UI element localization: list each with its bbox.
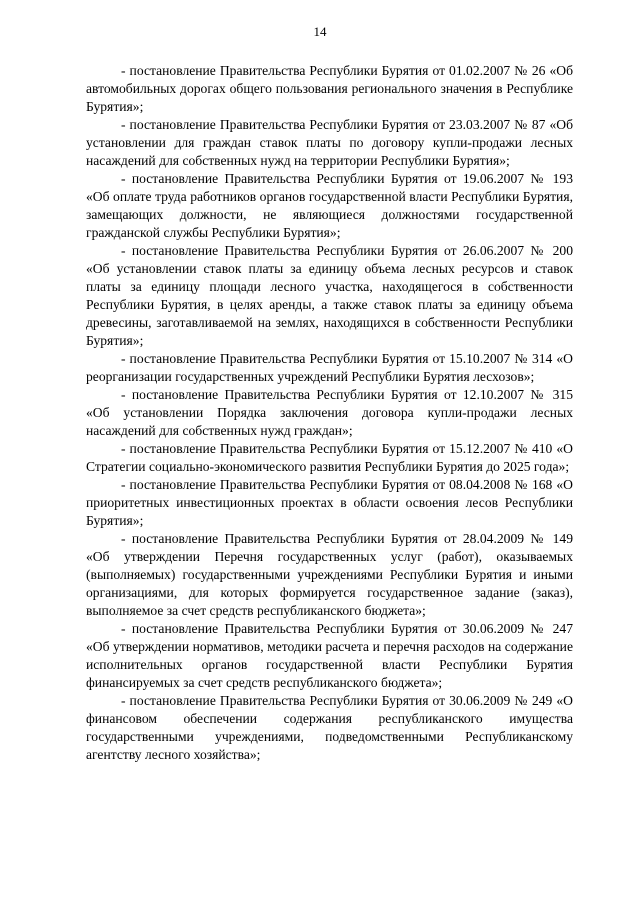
- page-number: 14: [313, 24, 327, 39]
- decree-item: - постановление Правительства Республики Бурятия от 01.02.2007 № 26 «Об автомобильных дорогах общего пользования регионального значения в Республике Бурятия»;: [86, 63, 573, 114]
- decree-item: - постановление Правительства Республики Бурятия от 08.04.2008 № 168 «О приоритетных инвестиционных проектах в области освоения лесов Республики Бурятия»;: [86, 477, 573, 528]
- decree-item: - постановление Правительства Республики Бурятия от 12.10.2007 № 315 «Об установлении Порядка заключения договора купли-продажи лесных насаждений для собственных нужд граждан»;: [86, 387, 573, 438]
- decree-item: - постановление Правительства Республики Бурятия от 30.06.2009 № 249 «О финансовом обеспечении содержания республиканского имущества государственными учреждениями, подведомственными Республиканскому агентству лесного хозяйства»;: [86, 693, 573, 762]
- decree-item: - постановление Правительства Республики Бурятия от 23.03.2007 № 87 «Об установлении для граждан ставок платы по договору купли-продажи лесных насаждений для собственных нужд на территории Республики Бурятия»;: [86, 117, 573, 168]
- decree-item: - постановление Правительства Республики Бурятия от 28.04.2009 № 149 «Об утверждении Перечня государственных услуг (работ), оказываемых (выполняемых) государственными учреждениями Республики Бурятия и иными организациями, для которых формируется государственное задание (заказ), выполняемое за счет средств республиканского бюджета»;: [86, 531, 573, 618]
- decree-list: [86, 62, 573, 764]
- decree-item: - постановление Правительства Республики Бурятия от 15.10.2007 № 314 «О реорганизации государственных учреждений Республики Бурятия лесхозов»;: [86, 351, 573, 384]
- decree-item: - постановление Правительства Республики Бурятия от 19.06.2007 № 193 «Об оплате труда работников органов государственной власти Республики Бурятия, замещающих должности, не являющиеся должностями государственной гражданской службы Республики Бурятия»;: [86, 171, 573, 240]
- decree-item: - постановление Правительства Республики Бурятия от 26.06.2007 № 200 «Об установлении ставок платы за единицу объема лесных ресурсов и ставок платы за единицу площади лесного участка, находящегося в собственности Республики Бурятия, в целях аренды, а также ставок платы за единицу объема древесины, заготавливаемой на землях, находящихся в собственности Республики Бурятия»;: [86, 243, 573, 348]
- decree-item: - постановление Правительства Республики Бурятия от 30.06.2009 № 247 «Об утверждении нормативов, методики расчета и перечня расходов на содержание исполнительных органов государственной власти Республики Бурятия финансируемых за счет средств республиканского бюджета»;: [86, 621, 573, 690]
- decree-item: - постановление Правительства Республики Бурятия от 15.12.2007 № 410 «О Стратегии социально-экономического развития Республики Бурятия до 2025 года»;: [86, 441, 573, 474]
